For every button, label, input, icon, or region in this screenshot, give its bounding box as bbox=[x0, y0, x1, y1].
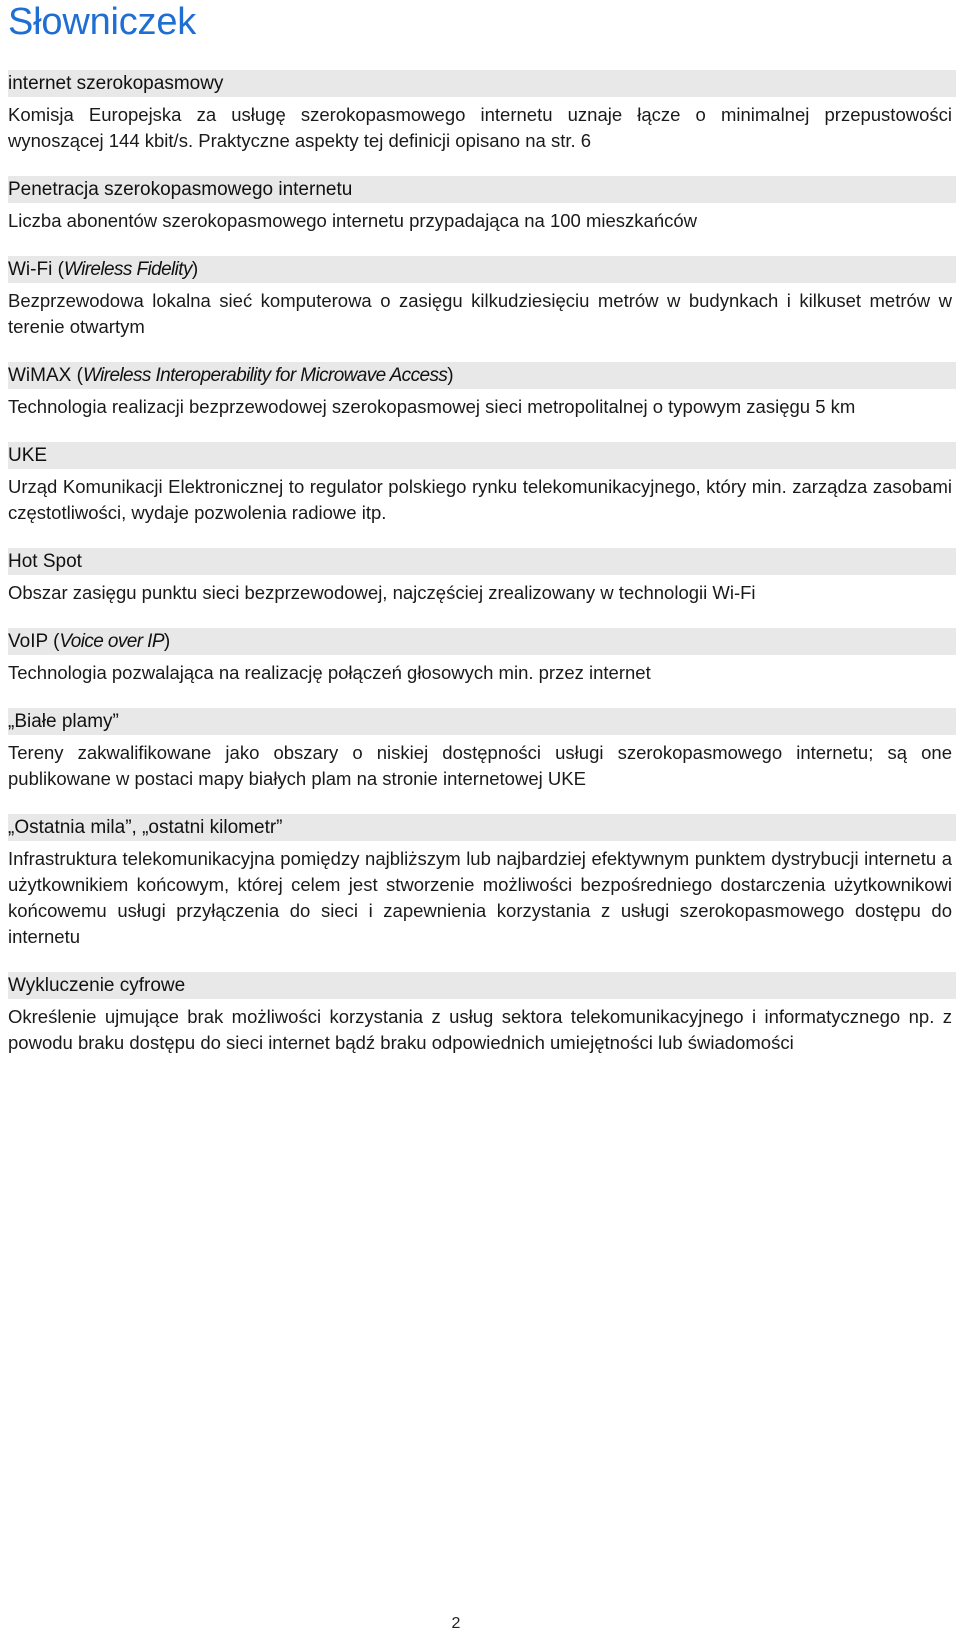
glossary-entry bbox=[8, 972, 956, 1056]
glossary-definition: Tereny zakwalifikowane jako obszary o niskiej dostępności usługi szerokopasmowego internetu; są one publikowane w postaci mapy białych plam na stronie internetowej UKE bbox=[8, 742, 952, 789]
page-title: Słowniczek bbox=[8, 1, 197, 43]
glossary-term bbox=[8, 972, 956, 999]
glossary-entry bbox=[8, 256, 956, 340]
glossary-definition: Bezprzewodowa lokalna sieć komputerowa o zasięgu kilkudziesięciu metrów w budynkach i kilkuset metrów w terenie otwartym bbox=[8, 290, 952, 337]
term-italic: Wireless Interoperability for Microwave Access bbox=[82, 365, 448, 386]
glossary-definition: Technologia realizacji bezprzewodowej szerokopasmowej sieci metropolitalnej o typowym zasięgu 5 km bbox=[8, 396, 856, 417]
glossary-term bbox=[8, 176, 956, 203]
glossary-entry bbox=[8, 814, 956, 950]
term-text: Hot Spot bbox=[8, 551, 82, 572]
page-number: 2 bbox=[451, 1615, 461, 1632]
glossary-definition: Komisja Europejska za usługę szerokopasmowego internetu uznaje łącze o minimalnej przepustowości wynoszącej 144 kbit/s. Praktyczne aspekty tej definicji opisano na str. 6 bbox=[8, 104, 952, 151]
glossary-definition: Infrastruktura telekomunikacyjna pomiędzy najbliższym lub najbardziej efektywnym punktem dystrybucji internetu a użytkownikiem końcowym, której celem jest stworzenie możliwości bezpośredniego dostarczenia użytkownikowi końcowemu usługi przyłączenia do sieci i zapewnienia korzystania z usługi szerokopasmowego dostępu do internetu bbox=[8, 848, 952, 947]
term-text-after: ) bbox=[163, 631, 171, 652]
term-text: Wykluczenie cyfrowe bbox=[8, 975, 186, 996]
term-italic: Voice over IP bbox=[59, 631, 164, 652]
glossary-entry bbox=[8, 362, 956, 420]
term-text-after: ) bbox=[191, 259, 199, 280]
term-text: WiMAX ( bbox=[8, 365, 83, 386]
glossary-term bbox=[8, 442, 956, 469]
glossary-entry bbox=[8, 548, 956, 606]
term-text: VoIP ( bbox=[8, 631, 60, 652]
glossary-definition: Określenie ujmujące brak możliwości korzystania z usług sektora telekomunikacyjnego i informatycznego np. z powodu braku dostępu do sieci internet bądź braku odpowiednich umiejętności lub świadomości bbox=[8, 1006, 952, 1053]
glossary-entry bbox=[8, 628, 956, 686]
term-text-after: ) bbox=[447, 365, 454, 386]
term-text: „Ostatnia mila”, „ostatni kilometr” bbox=[8, 817, 283, 838]
glossary-term bbox=[8, 70, 956, 97]
term-text: Penetracja szerokopasmowego internetu bbox=[8, 179, 353, 200]
glossary-definition: Technologia pozwalająca na realizację połączeń głosowych min. przez internet bbox=[8, 662, 651, 683]
glossary-entry bbox=[8, 176, 956, 234]
glossary-term bbox=[8, 628, 956, 655]
glossary-term bbox=[8, 814, 956, 841]
term-italic: Wireless Fidelity bbox=[63, 259, 192, 280]
glossary-term bbox=[8, 548, 956, 575]
term-text: Wi-Fi ( bbox=[8, 259, 64, 280]
glossary-definition: Liczba abonentów szerokopasmowego internetu przypadająca na 100 mieszkańców bbox=[8, 210, 698, 231]
term-text: internet szerokopasmowy bbox=[8, 73, 224, 94]
term-text: „Białe plamy” bbox=[8, 711, 119, 732]
glossary-entry bbox=[8, 708, 956, 792]
glossary-term bbox=[8, 256, 956, 283]
term-text: UKE bbox=[8, 445, 48, 466]
glossary-list bbox=[8, 70, 956, 1056]
glossary-definition: Urząd Komunikacji Elektronicznej to regulator polskiego rynku telekomunikacyjnego, który min. zarządza zasobami częstotliwości, wydaje pozwolenia radiowe itp. bbox=[8, 476, 952, 523]
glossary-entry bbox=[8, 442, 956, 526]
glossary-term bbox=[8, 362, 956, 389]
glossary-definition: Obszar zasięgu punktu sieci bezprzewodowej, najczęściej zrealizowany w technologii Wi-Fi bbox=[8, 582, 756, 603]
glossary-entry bbox=[8, 70, 956, 154]
glossary-term bbox=[8, 708, 956, 735]
